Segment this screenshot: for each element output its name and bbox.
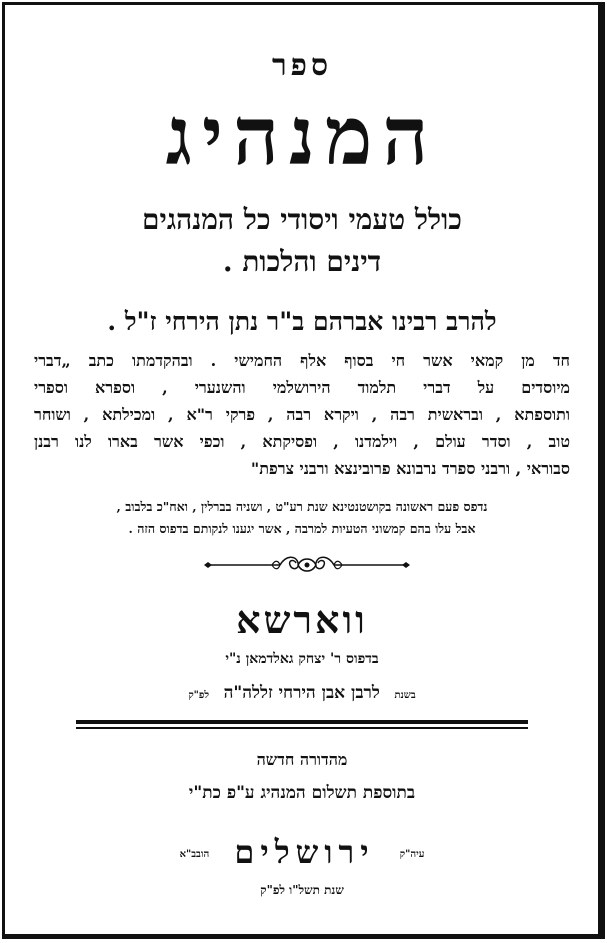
flourish-ornament-icon [202, 553, 412, 577]
year-chronogram: לרבן אבן הירחי זללה"ה [223, 683, 380, 703]
description-line: טוב , וסדר עולם , וילמדנו , ופסיקתא , וכפי אשר בארו לנו רבנן [34, 432, 570, 451]
print-note-line-1: נדפס פעם ראשונה בקושטנטינא שנת רע"ט , ושניה בברלין , ואח"כ בלבוב , [116, 499, 488, 514]
description-line: ותוספתא , ובראשית רבה , ויקרא רבה , פרקי ר"א , ומכילתא , ושוחר [34, 405, 570, 424]
jerusalem-line [24, 832, 580, 875]
book-title: המנהיג [165, 89, 439, 183]
sefer-label: ספר [271, 48, 333, 83]
jerusalem-name: ירושלים [234, 833, 375, 871]
author-line: להרב רבינו אברהם ב"ר נתן הירחי ז"ל . [107, 307, 497, 336]
year-prefix: בשנת [394, 690, 416, 701]
description-line: מיוסדים על דברי תלמוד הירושלמי והשנערי , וספרא וספרי [34, 378, 570, 397]
description-line: סבוראי , ורבני ספרד נרבונא פרובינצא ורבני צרפת" [250, 459, 570, 478]
page-border-shadow-right [599, 2, 605, 937]
addition-line: בתוספת תשלום המנהיג ע"פ כת"י [188, 783, 416, 803]
description-paragraph [34, 347, 570, 482]
page-border-shadow-bottom [2, 934, 605, 939]
city-name: ווארשא [236, 598, 368, 642]
publication-year: שנת תשל"ו לפ"ק [260, 883, 344, 897]
edition-line: מהדורה חדשה [256, 750, 348, 769]
subtitle-line-2: דינים והלכות . [222, 245, 382, 278]
title-page [24, 10, 580, 925]
subtitle-line-1: כולל טעמי ויסודי כל המנהגים [142, 203, 462, 236]
divider-thin [76, 727, 528, 729]
jerusalem-left-abbrev: הובב"א [179, 848, 210, 860]
divider-thick [76, 720, 528, 724]
jerusalem-right-abbrev: עיה"ק [399, 848, 425, 860]
printer-line: בדפוס ר' יצחק גאלדמאן נ"י [225, 651, 379, 667]
description-line: חד מן קמאי אשר חי בסוף אלף החמישי . ובהקדמתו כתב „דברי [34, 351, 570, 370]
print-note-line-2: אבל עלו בהם קמשוני הטעיות למרבה , אשר יגענו לנקותם בדפוס הזה . [128, 521, 476, 536]
year-line [24, 680, 580, 709]
year-suffix: לפ"ק [188, 690, 209, 701]
